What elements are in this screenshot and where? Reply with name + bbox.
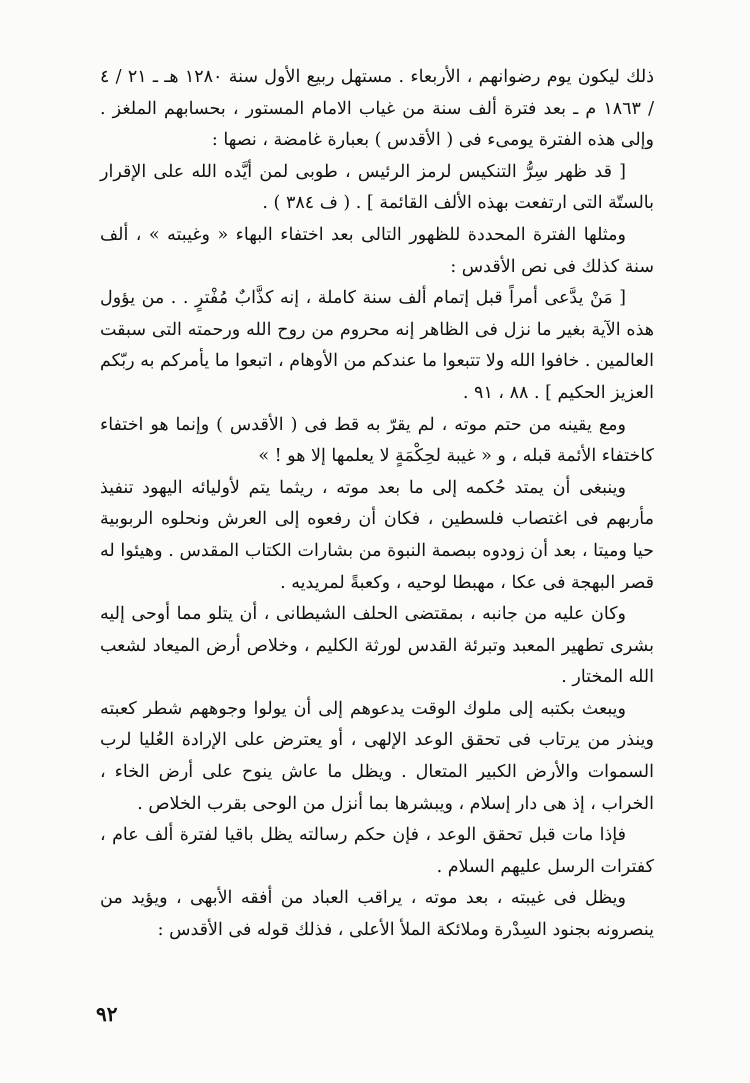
paragraph: ويظل فى غيبته ، بعد موته ، يراقب العباد من أفقه الأبهى ، ويؤيد من ينصرونه بجنود السِدْرة وملائكة الملأ الأعلى ، فذلك قوله فى الأقدس :: [100, 888, 654, 941]
paragraph: وينبغى أن يمتد حُكمه إلى ما بعد موته ، ريثما يتم لأوليائه اليهود تنفيذ مأربهم فى اغتصاب فلسطين ، فكان أن رفعوه إلى العرش ونحلوه الربوبية حيا وميتا ، بعد أن زودوه ببصمة النبوة من بشارات الكتاب المقدس . وهيئوا له قصر البهجة فى عكا ، مهبطا لوحيه ، وكعبةً لمريديه .: [100, 477, 654, 593]
paragraph: ويبعث بكتبه إلى ملوك الوقت يدعوهم إلى أن يولوا وجوههم شطر كعبته وينذر من يرتاب فى تحقق الوعد الإلهى ، أو يعترض على الإرادة العُليا لرب السموات والأرض الكبير المتعال . ويظل ما عاش ينوح على أرض الخاء ، الخراب ، إذ هى دار إسلام ، ويبشرها بما أنزل من الوحى بقرب الخلاص .: [100, 698, 654, 814]
paragraph: ومثلها الفترة المحددة للظهور التالى بعد اختفاء البهاء « وغيبته » ، ألف سنة كذلك فى نص الأقدس :: [100, 224, 654, 277]
paragraph: ومع يقينه من حتم موته ، لم يقرّ به قط فى ( الأقدس ) وإنما هو اختفاء كاختفاء الأئمة قبله ، و « غيبة لحِكْمَةٍ لا يعلمها إلا هو ! »: [100, 414, 654, 467]
paragraph: ذلك ليكون يوم رضوانهم ، الأربعاء . مستهل ربيع الأول سنة ١٢٨٠ هـ ـ ٢١ / ٤ / ١٨٦٣ م ـ بعد فترة ألف سنة من غياب الامام المستور ، بحسابهم الملغز . وإلى هذه الفترة يومىء فى ( الأقدس ) بعبارة غامضة ، نصها :: [100, 67, 655, 151]
body-text: [100, 62, 654, 947]
paragraph: وكان عليه من جانبه ، بمقتضى الحلف الشيطانى ، أن يتلو مما أوحى إليه بشرى تطهير المعبد وتبرئة القدس لورثة الكليم ، وخلاص أرض الميعاد لشعب الله المختار .: [100, 604, 654, 688]
page-number: ٩٢: [96, 1002, 118, 1026]
quote-paragraph: [ مَنْ يدَّعى أمراً قبل إتمام ألف سنة كاملة ، إنه كذَّابٌ مُفْترٍ . . من يؤول هذه الآية بغير ما نزل فى الظاهر إنه محروم من روح الله ورحمته التى سبقت العالمين . خافوا الله ولا تتبعوا ما عندكم من الأوهام ، اتبعوا ما يأمركم به ربّكم العزيز الحكيم ] . ٨٨ ، ٩١ .: [100, 288, 654, 403]
quote-paragraph: [ قد ظهر سِرُّ التنكيس لرمز الرئيس ، طوبى لمن أيَّده الله على الإقرار بالستّة التى ارتفعت بهذه الألف القائمة ] . ( ف ٣٨٤ ) .: [100, 161, 654, 214]
paragraph: فإذا مات قبل تحقق الوعد ، فإن حكم رسالته يظل باقيا لفترة ألف عام ، كفترات الرسل عليهم السلام .: [100, 825, 654, 877]
